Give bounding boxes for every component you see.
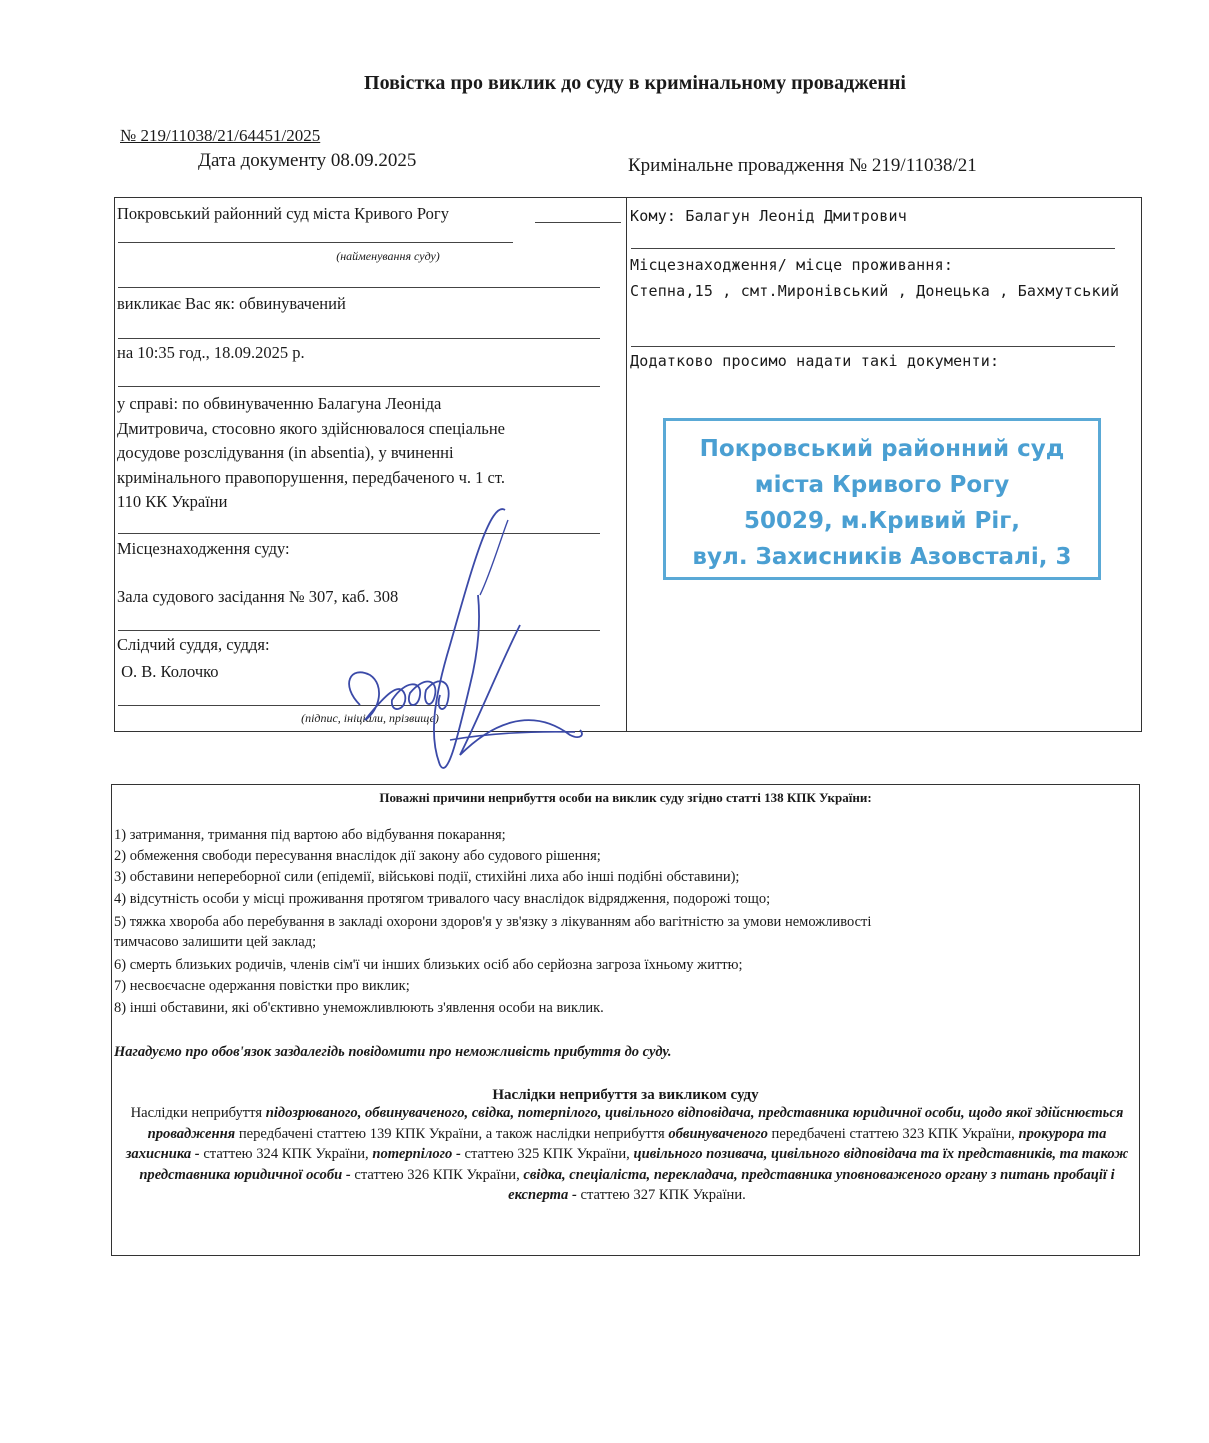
reason-item: 1) затримання, тримання під вартою або відбування покарання;	[114, 827, 506, 843]
judge-label: Слідчий суддя, суддя:	[117, 635, 270, 654]
document-number: № 219/11038/21/64451/2025	[120, 126, 321, 145]
reason-item: 5) тяжка хвороба або перебування в закладі охорони здоров'я у зв'язку з лікуванням або вагітністю за умови неможливості	[114, 914, 872, 930]
summons-role: викликає Вас як: обвинувачений	[117, 294, 346, 313]
case-line: Дмитровича, стосовно якого здійснювалося спеціальне	[117, 418, 505, 438]
consequences-part-emph: підозрюваного, обвинуваченого, свідка, потерпілого, цивільного відповідача, представника юридичної особи, щодо якої здійснюється провадження	[147, 1105, 1124, 1142]
hearing-time: на 10:35 год., 18.09.2025 р.	[117, 343, 305, 362]
column-divider	[626, 197, 627, 732]
consequences-text	[117, 1103, 1137, 1206]
court-name-caption: (найменування суду)	[336, 249, 440, 263]
consequences-part: статтею 327 КПК України.	[576, 1187, 746, 1203]
reason-item: тимчасово залишити цей заклад;	[114, 934, 317, 950]
divider-line	[118, 287, 600, 288]
consequences-part: передбачені статтею 139 КПК України, а також наслідки неприбуття	[235, 1125, 669, 1142]
consequences-heading: Наслідки неприбуття за викликом суду	[492, 1087, 759, 1103]
consequences-part: передбачені статтею 323 КПК України,	[767, 1125, 1019, 1142]
signature-caption: (підпис, ініціали, прізвище)	[301, 711, 439, 725]
reasons-heading: Поважні причини неприбуття особи на виклик суду згідно статті 138 КПК України:	[379, 790, 872, 805]
reason-item: 6) смерть близьких родичів, членів сім'ї чи інших близьких осіб або серйозна загроза їхньому життю;	[114, 957, 743, 973]
consequences-part: статтею 324 КПК України,	[199, 1146, 373, 1162]
consequences-part-emph: потерпілого -	[372, 1146, 461, 1162]
divider-line	[631, 248, 1115, 249]
stamp-line: Покровський районний суд	[699, 436, 1065, 462]
court-name-line-2	[118, 242, 513, 243]
court-stamp	[663, 418, 1101, 580]
case-line: у справі: по обвинуваченню Балагуна Леоніда	[117, 394, 442, 413]
case-line: досудове розслідування (in absentia), у вчиненні	[117, 443, 454, 462]
address-label: Місцезнаходження/ місце проживання:	[630, 256, 954, 274]
reason-item: 4) відсутність особи у місці проживання протягом тривалого часу внаслідок відрядження, подорожі тощо;	[114, 891, 771, 907]
recipient: Кому: Балагун Леонід Дмитрович	[630, 207, 907, 225]
case-number: Кримінальне провадження № 219/11038/21	[628, 155, 977, 176]
reason-item: 7) несвоєчасне одержання повістки про виклик;	[114, 978, 410, 994]
divider-line	[631, 346, 1115, 347]
document-title: Повістка про виклик до суду в кримінальному провадженні	[364, 72, 906, 94]
consequences-part-emph: обвинуваченого	[668, 1125, 768, 1142]
consequences-part: Наслідки неприбуття	[130, 1105, 266, 1121]
stamp-line: вул. Захисників Азовсталі, 3	[692, 544, 1072, 570]
reminder-note: Нагадуємо про обов'язок заздалегідь повідомити про неможливість прибуття до суду.	[114, 1044, 672, 1060]
court-location-label: Місцезнаходження суду:	[117, 539, 290, 558]
court-name-line	[535, 222, 621, 223]
consequences-part-emph: прокурора та захисника -	[125, 1125, 1107, 1162]
divider-line	[118, 386, 600, 387]
stamp-line: міста Кривого Рогу	[754, 472, 1010, 498]
consequences-part-emph: свідка, спеціаліста, перекладача, представника уповноваженого органу з питань пробації і експерта -	[508, 1166, 1115, 1203]
document-date: Дата документу 08.09.2025	[198, 150, 417, 171]
consequences-part-emph: цивільного позивача, цивільного відповідача та їх представників, та також представника юридичної особи -	[139, 1146, 1129, 1183]
court-location-value: Зала судового засідання № 307, каб. 308	[117, 587, 399, 606]
reason-item: 3) обставини непереборної сили (епідемії, військові події, стихійні лиха або інші подібні обставини);	[114, 869, 740, 885]
divider-line	[118, 338, 600, 339]
case-line: кримінального правопорушення, передбаченого ч. 1 ст.	[117, 467, 505, 487]
handwritten-signature	[330, 495, 600, 785]
judge-name: О. В. Колочко	[117, 662, 219, 681]
documents-label: Додатково просимо надати такі документи:	[630, 352, 1000, 370]
consequences-part: статтею 325 КПК України,	[460, 1146, 634, 1162]
stamp-line: 50029, м.Кривий Ріг,	[744, 508, 1020, 534]
address-value: Степна,15 , смт.Миронівський , Донецька , Бахмутський	[630, 282, 1120, 300]
court-name: Покровський районний суд міста Кривого Рогу	[117, 204, 449, 223]
reason-item: 8) інші обставини, які об'єктивно унеможливлюють з'явлення особи на виклик.	[114, 1000, 604, 1016]
case-line: 110 КК України	[117, 492, 228, 511]
reason-item: 2) обмеження свободи пересування внаслідок дії закону або судового рішення;	[114, 848, 601, 864]
consequences-part: статтею 326 КПК України,	[350, 1166, 524, 1183]
